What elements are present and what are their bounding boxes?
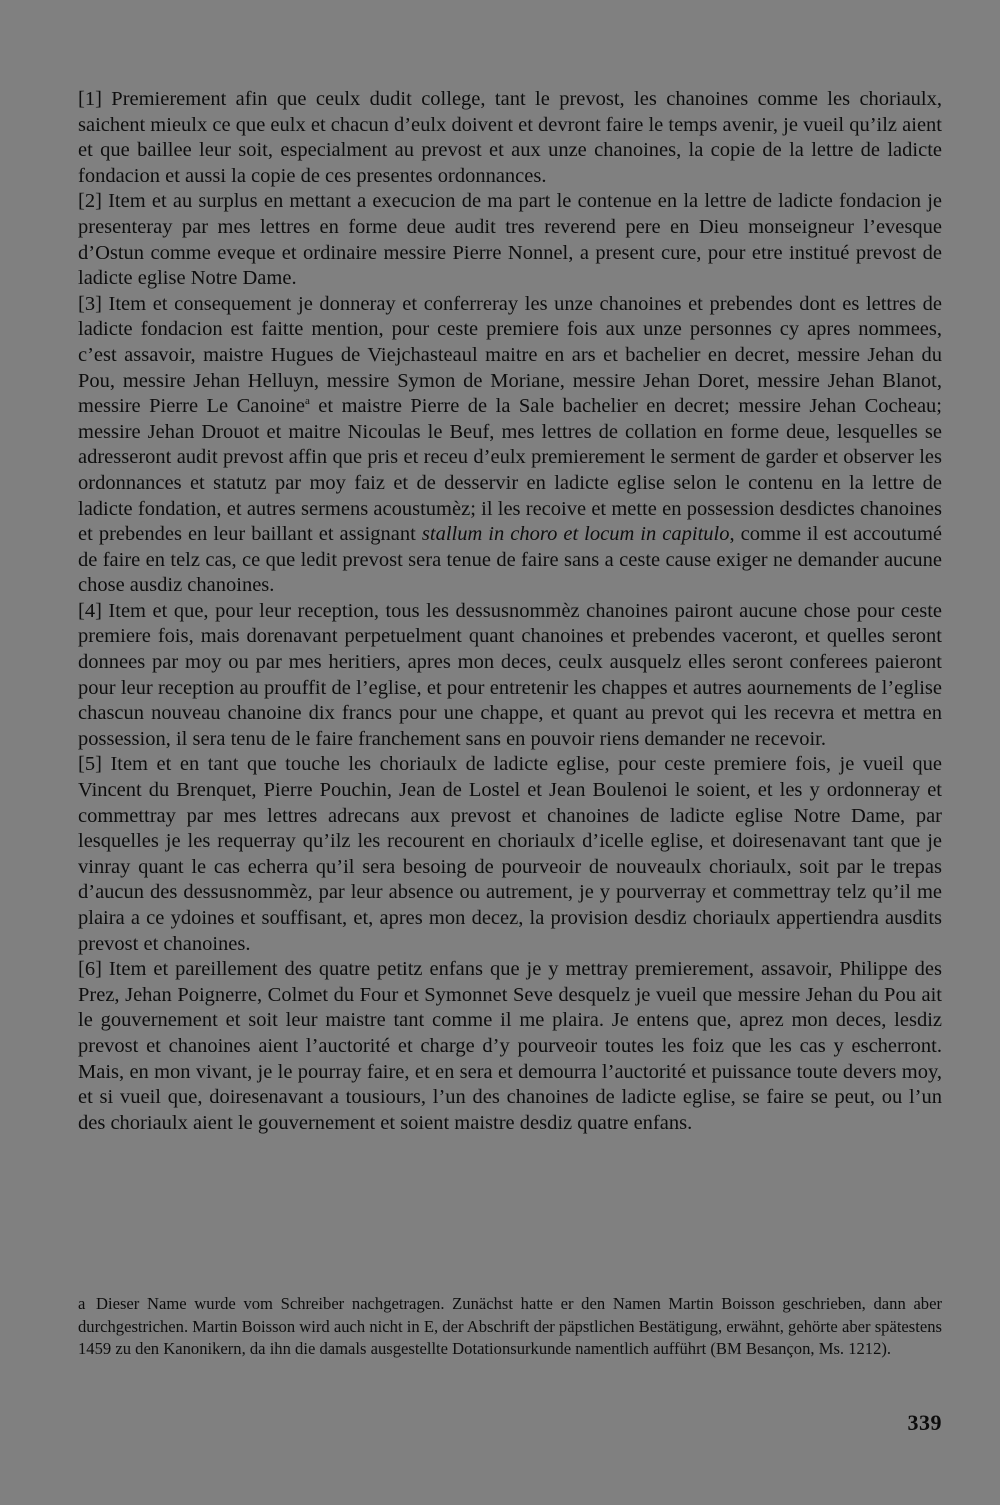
paragraph-5: [5] Item et en tant que touche les choriaulx de ladicte eglise, pour ceste premiere fois, je vueil que Vincent du Brenquet, Pierre Pouchin, Jean de Lostel et Jean Boulenoi le soient, et les y ordonneray et commettray par mes lettres adrecans aux prevost et chanoines de ladicte eglise Notre Dame, par lesquelles je les requerray qu’ilz les recourent en choriaulx d’icelle eglise, et doiresenavant tant que je vinray quant le cas echerra qu’il sera besoing de pourveoir de nouveaulx choriaulx, soit par le trepas d’aucun des dessusnommèz, par leur absence ou autrement, je y pourverray et commettray telz qu’il me plaira a ce ydoines et souffisant, et, apres mon decez, la provision desdiz choriaulx appertiendra ausdits prevost et chanoines. [78, 753, 942, 955]
footnotes [78, 1293, 942, 1361]
paragraph-2: [2] Item et au surplus en mettant a execucion de ma part le contenue en la lettre de ladicte fondacion je presenteray par mes lettres en forme deue audit tres reverend pere en Dieu monseigneur l’evesque d’Ostun comme eveque et ordinaire messire Pierre Nonnel, a present cure, pour etre institué prevost de ladicte eglise Notre Dame. [78, 190, 942, 290]
paragraph-4: [4] Item et que, pour leur reception, tous les dessusnommèz chanoines pairont aucune chose pour ceste premiere fois, mais dorenavant perpetuelment quant chanoines et prebendes vaceront, et quelles seront donnees par moy ou par mes heritiers, apres mon deces, ceulx ausquelz elles seront conferees paieront pour leur reception au prouffit de l’eglise, et pour entretenir les chappes et autres aournements de l’eglise chascun nouveau chanoine dix francs pour une chappe, et quant au prevot qui les recevra et mettra en possession, il sera tenu de le faire franchement sans en pouvoir riens demander ne recevoir. [78, 599, 942, 750]
paragraph-6: [6] Item et pareillement des quatre petitz enfans que je y mettray premierement, assavoir, Philippe des Prez, Jehan Poignerre, Colmet du Four et Symonnet Seve desquelz je vueil que messire Jehan du Pou ait le gouvernement et soit leur maistre tant comme il me plaira. Je entens que, aprez mon deces, lesdiz prevost et chanoines aient l’auctorité et charge d’y pourveoir toutes les foiz que les cas y escherront. Mais, en mon vivant, je le pourray faire, et en sera et demourra l’auctorité et puissance toute devers moy, et si vueil que, doiresenavant a tousiours, l’un des chanoines de ladicte eglise, se faire se peut, ou l’un des choriaulx aient le gouvernement et soient maistre desdiz quatre enfans. [78, 958, 942, 1134]
paragraph-3-text-b: et maistre Pierre de la Sale bachelier en decret; messire Jehan Cocheau; messire Jehan Drouot et maitre Nicoulas le Beuf, mes lettres de collation en forme deue, lesquelles se adresseront audit prevost affin que pris et receu d’eulx premierement le serment de garder et observer les ordonnances et statutz par moy faiz et de desservir en ladicte eglise selon le contenu en la lettre de ladicte fondation, et autres sermens acoustumèz; il les recoive et mette en possession desdictes chanoines et prebendes en leur baillant et assignant [78, 395, 942, 546]
footnote-reference: a [304, 395, 310, 408]
footnote-marker: a [78, 1294, 86, 1313]
body-text [78, 87, 942, 1136]
page-number: 339 [907, 1410, 942, 1435]
paragraph-3-text-a: [3] Item et consequement je donneray et conferreray les unze chanoines et prebendes dont es lettres de ladicte fondacion est faitte mention, pour ceste premiere fois aux unze personnes cy apres nommees, c’est assavoir, maistre Hugues de Viejchasteaul maitre en ars et bachelier en decret, messire Jehan du Pou, messire Jehan Helluyn, messire Symon de Moriane, messire Jehan Doret, messire Jehan Blanot, messire Pierre Le Canoine [78, 292, 942, 418]
footnote-a [78, 1293, 942, 1361]
paragraph-1: [1] Premierement afin que ceulx dudit college, tant le prevost, les chanoines comme les choriaulx, saichent mieulx ce que eulx et chacun d’eulx doivent et devront faire le temps avenir, je vueil qu’ilz aient et que baillee leur soit, especialment au prevost et aux unze chanoines, la copie de la lettre de ladicte fondacion et aussi la copie de ces presentes ordonnances. [78, 88, 942, 187]
latin-phrase: stallum in choro et locum in capitulo [421, 523, 730, 546]
paragraph-3-text-c: , comme il est accoutumé de faire en telz cas, ce que ledit prevost sera tenue de faire sans a ceste cause exiger ne demander aucune chose ausdiz chanoines. [78, 523, 942, 597]
paragraph-3 [78, 292, 942, 599]
footnote-text: Dieser Name wurde vom Schreiber nachgetragen. Zunächst hatte er den Namen Martin Boisson geschrieben, dann aber durchgestrichen. Martin Boisson wird auch nicht in E, der Abschrift der päpstlichen Bestätigung, erwähnt, gehörte aber spätestens 1459 zu den Kanonikern, da ihn die damals ausgestellte Dotationsurkunde namentlich aufführt (BM Besançon, Ms. 1212). [78, 1294, 942, 1358]
